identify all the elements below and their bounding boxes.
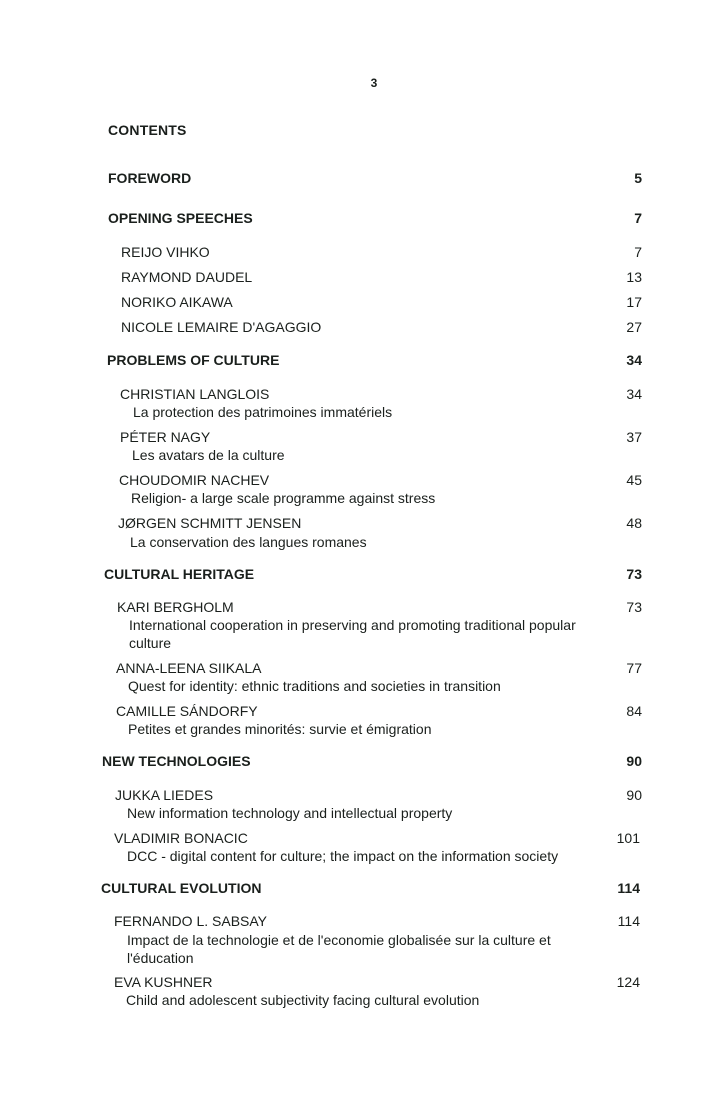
entry-page: 7 xyxy=(634,244,642,260)
entry-subtitle: La conservation des langues romanes xyxy=(130,534,367,550)
entry-author: JUKKA LIEDES xyxy=(115,787,214,803)
section-title-foreword: FOREWORD xyxy=(108,170,192,186)
entry-subtitle: New information technology and intellectual property xyxy=(127,805,453,821)
section-title-heritage: CULTURAL HERITAGE xyxy=(104,566,255,582)
entry-page: 27 xyxy=(626,319,642,335)
entry-subtitle: International cooperation in preserving and promoting traditional popular xyxy=(129,617,576,633)
entry-subtitle: culture xyxy=(129,635,172,651)
entry-subtitle: La protection des patrimoines immatériels xyxy=(133,404,393,420)
entry-page: 73 xyxy=(626,599,642,615)
entry-subtitle: Religion- a large scale programme against stress xyxy=(131,490,436,506)
section-page-technologies: 90 xyxy=(626,753,642,769)
entry-subtitle: Petites et grandes minorités: survie et émigration xyxy=(128,721,432,737)
entry-subtitle: Quest for identity: ethnic traditions and societies in transition xyxy=(128,678,501,694)
entry-author: ANNA-LEENA SIIKALA xyxy=(116,660,262,676)
section-title-problems: PROBLEMS OF CULTURE xyxy=(107,352,280,368)
entry-subtitle: Impact de la technologie et de l'economie globalisée sur la culture et xyxy=(127,932,551,948)
entry-subtitle: Child and adolescent subjectivity facing cultural evolution xyxy=(126,992,480,1008)
entry-author: KARI BERGHOLM xyxy=(117,599,234,615)
entry-page: 34 xyxy=(626,386,642,402)
entry-author: RAYMOND DAUDEL xyxy=(121,269,253,285)
section-title-technologies: NEW TECHNOLOGIES xyxy=(102,753,251,769)
entry-author: CHRISTIAN LANGLOIS xyxy=(120,386,270,402)
entry-page: 45 xyxy=(626,472,642,488)
entry-subtitle: Les avatars de la culture xyxy=(132,447,285,463)
entry-page: 17 xyxy=(626,294,642,310)
entry-author: FERNANDO L. SABSAY xyxy=(114,913,268,929)
section-page-foreword: 5 xyxy=(634,170,642,186)
entry-page: 124 xyxy=(616,974,640,990)
entry-page: 77 xyxy=(626,660,642,676)
entry-page: 48 xyxy=(626,515,642,531)
entry-author: NICOLE LEMAIRE D'AGAGGIO xyxy=(121,319,322,335)
page-number: 3 xyxy=(370,76,378,90)
entry-page: 84 xyxy=(626,703,642,719)
entry-page: 13 xyxy=(626,269,642,285)
entry-author: VLADIMIR BONACIC xyxy=(114,830,248,846)
section-page-heritage: 73 xyxy=(626,566,642,582)
entry-page: 101 xyxy=(616,830,640,846)
section-title-evolution: CULTURAL EVOLUTION xyxy=(101,880,262,896)
entry-author: CHOUDOMIR NACHEV xyxy=(119,472,270,488)
entry-author: CAMILLE SÁNDORFY xyxy=(116,703,258,719)
section-page-problems: 34 xyxy=(626,352,642,368)
entry-page: 114 xyxy=(617,913,640,929)
entry-page: 90 xyxy=(626,787,642,803)
entry-author: EVA KUSHNER xyxy=(114,974,213,990)
entry-subtitle: l'éducation xyxy=(127,950,194,966)
section-page-opening: 7 xyxy=(634,210,642,226)
entry-author: REIJO VIHKO xyxy=(121,244,210,260)
entry-author: PÉTER NAGY xyxy=(120,429,211,445)
entry-page: 37 xyxy=(626,429,642,445)
entry-subtitle: DCC - digital content for culture; the impact on the information society xyxy=(127,848,559,864)
section-title-opening: OPENING SPEECHES xyxy=(108,210,253,226)
entry-author: JØRGEN SCHMITT JENSEN xyxy=(118,515,302,531)
entry-author: NORIKO AIKAWA xyxy=(121,294,233,310)
section-page-evolution: 114 xyxy=(617,880,640,896)
contents-title: CONTENTS xyxy=(108,122,187,138)
